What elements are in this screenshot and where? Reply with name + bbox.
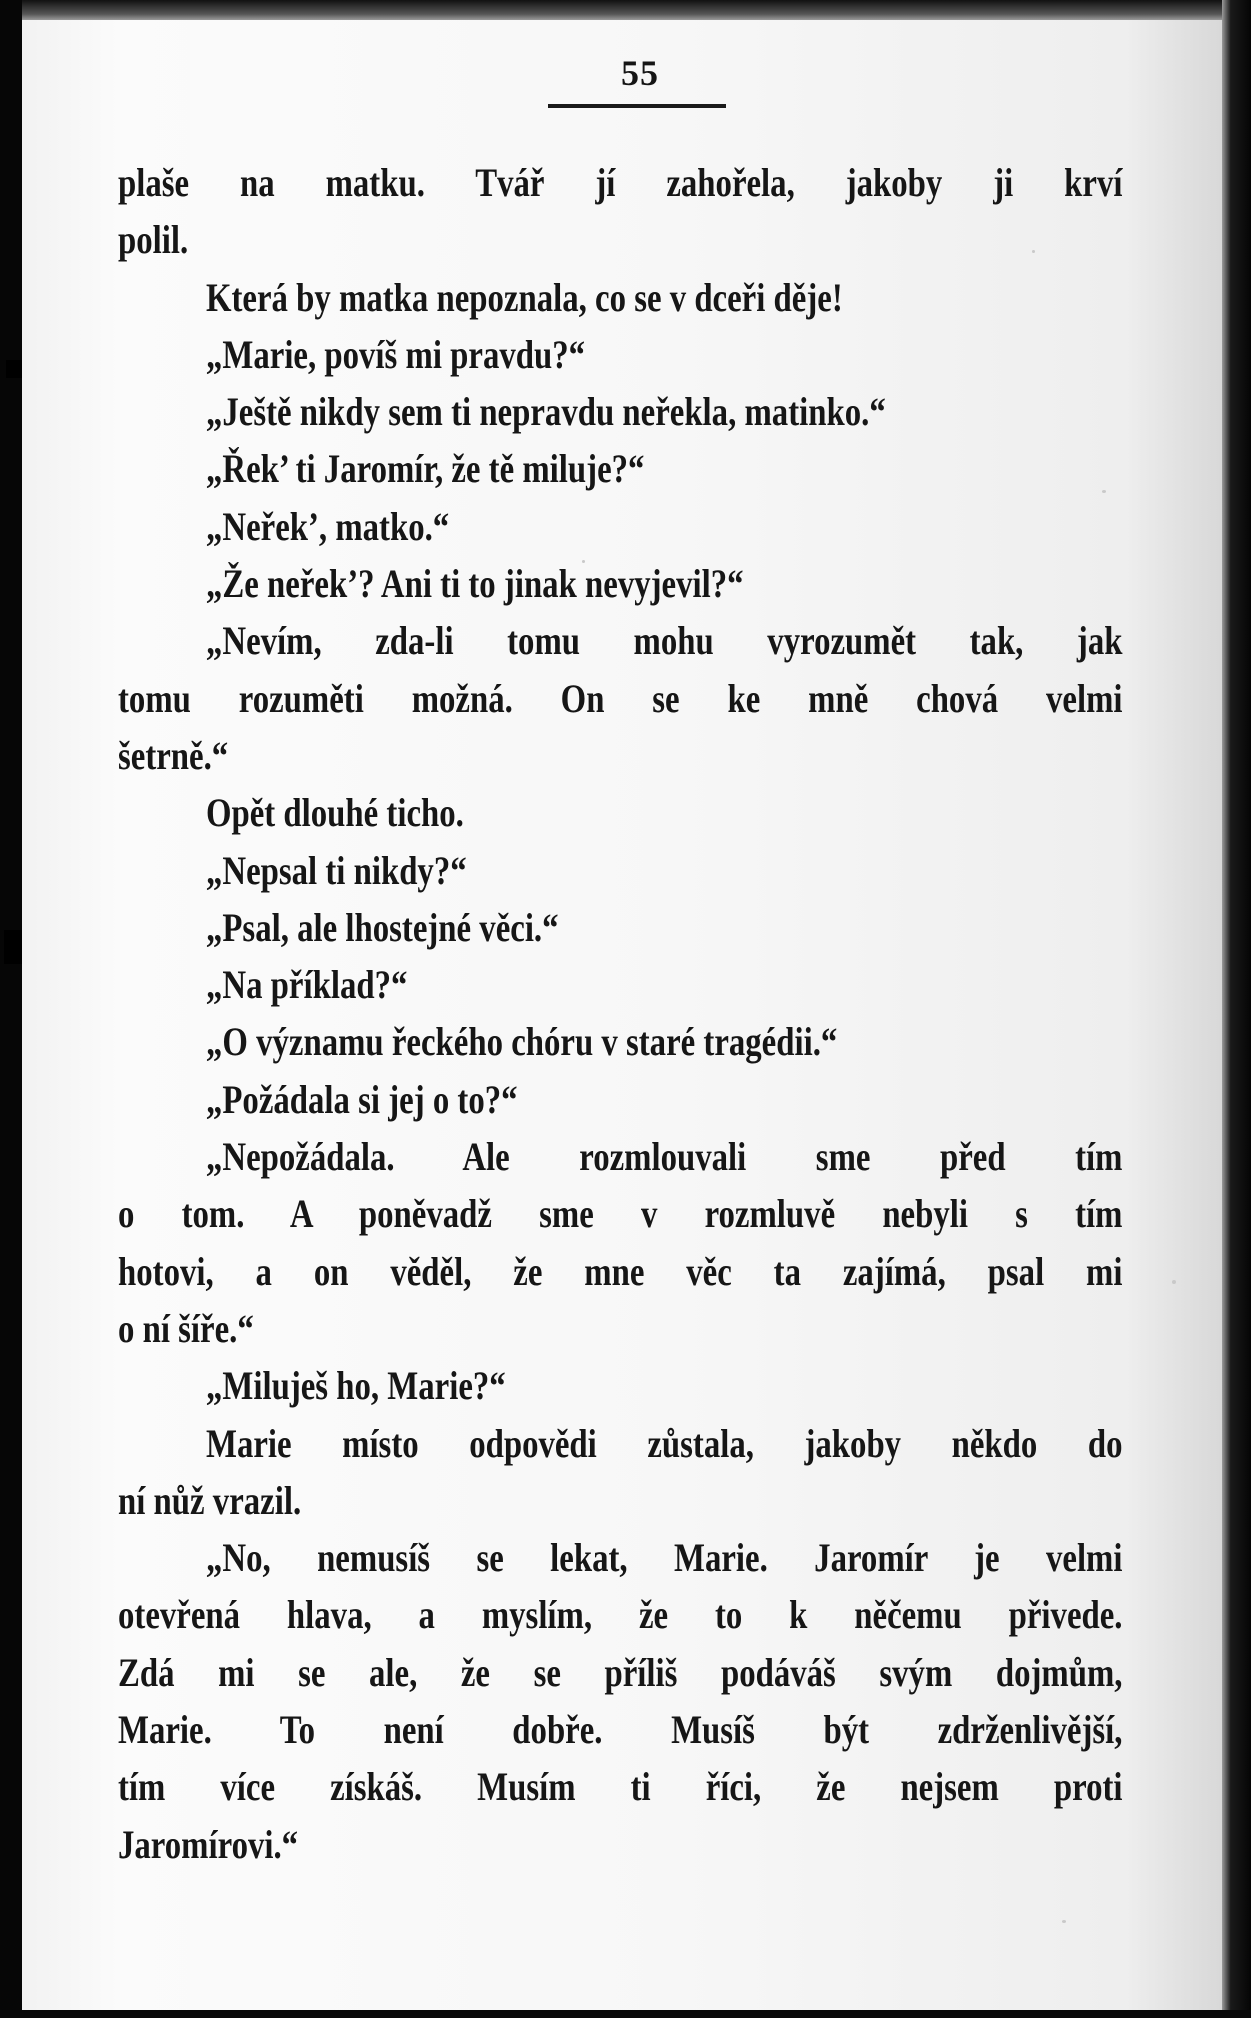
scan-right-edge — [1222, 0, 1251, 2018]
text-line: „Nepožádala. Ale rozmlouvali sme před tím — [205, 1134, 1123, 1180]
text-line: o ní šíře.“ — [118, 1305, 254, 1351]
scan-top-edge — [0, 0, 1251, 20]
paper-speck — [1062, 1920, 1066, 1923]
text-line: tomu rozuměti možná. On se ke mně chová velmi — [118, 675, 1123, 721]
text-line: „Psal, ale lhostejné věci.“ — [205, 904, 559, 950]
text-line: polil. — [118, 217, 189, 263]
text-line: ní nůž vrazil. — [118, 1477, 302, 1523]
scan-left-edge — [0, 0, 22, 2018]
text-line: „Marie, povíš mi pravdu?“ — [205, 331, 586, 377]
scan-bottom-edge — [0, 2010, 1251, 2018]
text-line: Zdá mi se ale, že se příliš podáváš svým dojmům, — [118, 1649, 1123, 1695]
text-line: šetrně.“ — [118, 732, 229, 778]
text-line: hotovi, a on věděl, že mne věc ta zajímá, psal mi — [118, 1248, 1123, 1294]
text-line: Která by matka nepoznala, co se v dceři děje! — [205, 274, 843, 320]
text-line: „Na příklad?“ — [205, 962, 408, 1008]
body-text — [118, 154, 1128, 1873]
text-line: Marie místo odpovědi zůstala, jakoby někdo do — [205, 1420, 1123, 1466]
text-line: „Ještě nikdy sem ti nepravdu neřekla, matinko.“ — [205, 389, 886, 435]
text-line: „Požádala si jej o to?“ — [205, 1076, 518, 1122]
text-line: „Že neřek’? Ani ti to jinak nevyjevil?“ — [205, 561, 744, 607]
text-line: „Řek’ ti Jaromír, že tě miluje?“ — [205, 446, 645, 492]
text-line: „Neřek’, matko.“ — [205, 503, 450, 549]
text-line: otevřená hlava, a myslím, že to k něčemu přivede. — [118, 1592, 1123, 1638]
text-line: plaše na matku. Tvář jí zahořela, jakoby ji krví — [118, 160, 1123, 205]
text-line: „No, nemusíš se lekat, Marie. Jaromír je velmi — [205, 1535, 1123, 1581]
text-line: Marie. To není dobře. Musíš být zdrženlivější, — [118, 1707, 1123, 1753]
text-line: „Nepsal ti nikdy?“ — [205, 847, 467, 893]
text-line: „Nevím, zda-li tomu mohu vyrozumět tak, jak — [205, 618, 1123, 664]
page-number-rule — [548, 104, 726, 108]
text-line: „O významu řeckého chóru v staré tragédii.“ — [205, 1019, 838, 1065]
text-line: o tom. A poněvadž sme v rozmluvě nebyli s tím — [118, 1191, 1123, 1237]
text-line: Jaromírovi.“ — [118, 1821, 299, 1867]
page-number: 55 — [621, 53, 659, 93]
paper-speck — [1172, 1280, 1176, 1284]
text-line: tím více získáš. Musím ti říci, že nejsem proti — [118, 1764, 1123, 1810]
text-line: Opět dlouhé ticho. — [205, 790, 464, 836]
text-line: „Miluješ ho, Marie?“ — [205, 1363, 506, 1409]
